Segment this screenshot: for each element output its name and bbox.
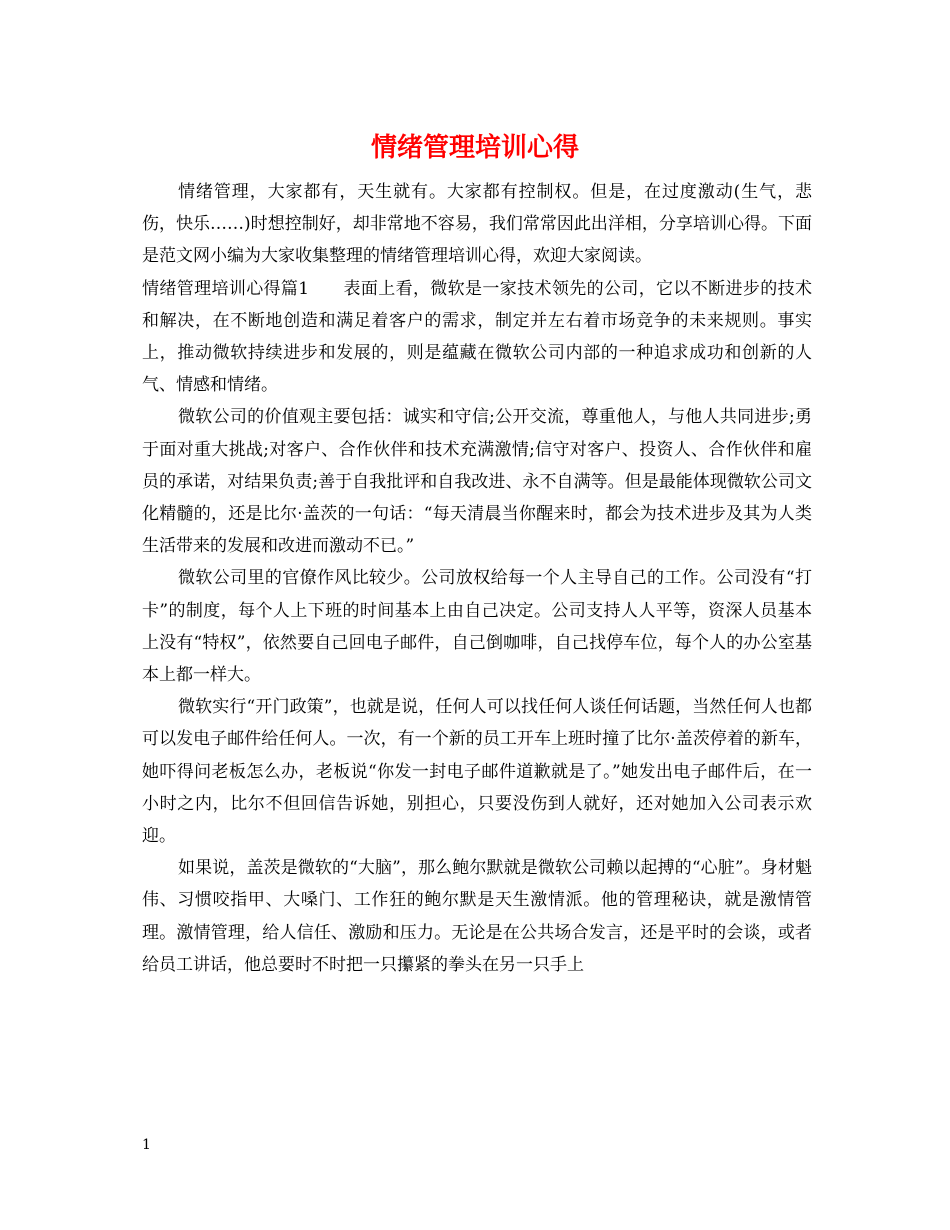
page-number: 1	[142, 1137, 151, 1153]
body-paragraph: 微软实行“开门政策”，也就是说，任何人可以找任何人谈任何话题，当然任何人也都可以发电子邮件给任何人。一次，有一个新的员工开车上班时撞了比尔·盖茨停着的新车，她吓得问老板怎么办，老板说“你发一封电子邮件道歉就是了。”她发出电子邮件后，在一小时之内，比尔不但回信告诉她，别担心，只要没伤到人就好，还对她加入公司表示欢迎。	[142, 697, 812, 847]
section-first-text: 表面上看，微软是一家技术领先的公司，它以不断进步的技术和解决，在不断地创造和满足着客户的需求，制定并左右着市场竞争的未来规则。事实上，推动微软持续进步和发展的，则是蕴藏在微软公司内部的一种追求成功和创新的人气、情感和情绪。	[142, 278, 812, 396]
body-paragraph: 微软公司的价值观主要包括：诚实和守信;公开交流，尊重他人，与他人共同进步;勇于面对重大挑战;对客户、合作伙伴和技术充满激情;信守对客户、投资人、合作伙伴和雇员的承诺，对结果负责;善于自我批评和自我改进、永不自满等。但是最能体现微软公司文化精髓的，还是比尔·盖茨的一句话：“每天清晨当你醒来时，都会为技术进步及其为人类生活带来的发展和改进而激动不已。”	[142, 407, 812, 557]
intro-paragraph: 情绪管理，大家都有，天生就有。大家都有控制权。但是，在过度激动(生气，悲伤，快乐……)时想控制好，却非常地不容易，我们常常因此出洋相，分享培训心得。下面是范文网小编为大家收集整理的情绪管理培训心得，欢迎大家阅读。	[142, 182, 812, 267]
body-paragraph: 微软公司里的官僚作风比较少。公司放权给每一个人主导自己的工作。公司没有“打卡”的制度，每个人上下班的时间基本上由自己决定。公司支持人人平等，资深人员基本上没有“特权”，依然要自己回电子邮件，自己倒咖啡，自己找停车位，每个人的办公室基本上都一样大。	[142, 568, 812, 686]
document-body	[142, 176, 812, 981]
body-paragraph: 如果说，盖茨是微软的“大脑”，那么鲍尔默就是微软公司赖以起搏的“心脏”。身材魁伟、习惯咬指甲、大嗓门、工作狂的鲍尔默是天生激情派。他的管理秘诀，就是激情管理。激情管理，给人信任、激励和压力。无论是在公共场合发言，还是平时的会谈，或者给员工讲话，他总要时不时把一只攥紧的拳头在另一只手上	[142, 858, 812, 975]
section-paragraph	[142, 273, 812, 402]
section-heading: 情绪管理培训心得篇1	[142, 278, 310, 299]
document-title: 情绪管理培训心得	[370, 133, 579, 163]
